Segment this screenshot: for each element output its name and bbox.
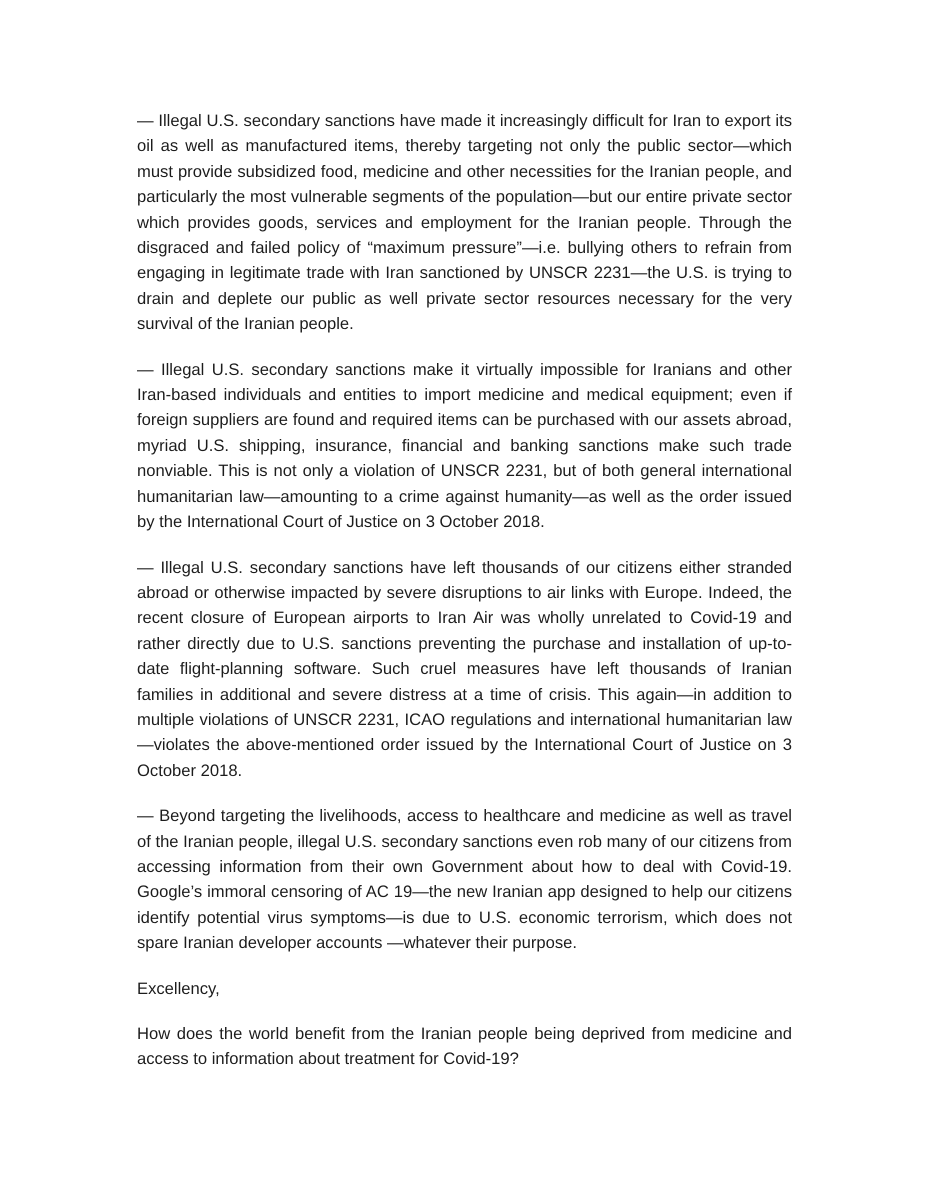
paragraph-air-links: — Illegal U.S. secondary sanctions have left thousands of our citizens either stranded abroad or otherwise impacted by severe disruptions to air links with Europe. Indeed, the recent closure of European airports to Iran Air was wholly unrelated to Covid-19 and rather directly due to U.S. sanctions preventing the purchase and installation of up-to-date flight-planning software. Such cruel measures have left thousands of Iranian families in additional and severe distress at a time of crisis. This again—in addition to multiple violations of UNSCR 2231, ICAO regulations and international humanitarian law—violates the above-mentioned order issued by the International Court of Justice on 3 October 2018.	[137, 557, 792, 780]
paragraph-oil-exports: — Illegal U.S. secondary sanctions have made it increasingly difficult for Iran to export its oil as well as manufactured items, thereby targeting not only the public sector—which must provide subsidized food, medicine and other necessities for the Iranian people, and particularly the most vulnerable segments of the population—but our entire private sector which provides goods, services and employment for the Iranian people. Through the disgraced and failed policy of “maximum pressure”—i.e. bullying others to refrain from engaging in legitimate trade with Iran sanctioned by UNSCR 2231—the U.S. is trying to drain and deplete our public as well private sector resources necessary for the very survival of the Iranian people.	[137, 111, 792, 334]
document-page	[137, 108, 792, 1092]
salutation: Excellency,	[137, 978, 220, 998]
paragraph-closing-question: How does the world benefit from the Iranian people being deprived from medicine and access to information about treatment for Covid-19?	[137, 1024, 792, 1069]
paragraph-medicine-imports: — Illegal U.S. secondary sanctions make it virtually impossible for Iranians and other Iran-based individuals and entities to import medicine and medical equipment; even if foreign suppliers are found and required items can be purchased with our assets abroad, myriad U.S. shipping, insurance, financial and banking sanctions make such trade nonviable. This is not only a violation of UNSCR 2231, but of both general international humanitarian law—amounting to a crime against humanity—as well as the order issued by the International Court of Justice on 3 October 2018.	[137, 359, 792, 532]
paragraph-information-access: — Beyond targeting the livelihoods, access to healthcare and medicine as well as travel of the Iranian people, illegal U.S. secondary sanctions even rob many of our citizens from accessing information from their own Government about how to deal with Covid-19. Google’s immoral censoring of AC 19—the new Iranian app designed to help our citizens identify potential virus symptoms—is due to U.S. economic terrorism, which does not spare Iranian developer accounts —whatever their purpose.	[137, 806, 792, 953]
